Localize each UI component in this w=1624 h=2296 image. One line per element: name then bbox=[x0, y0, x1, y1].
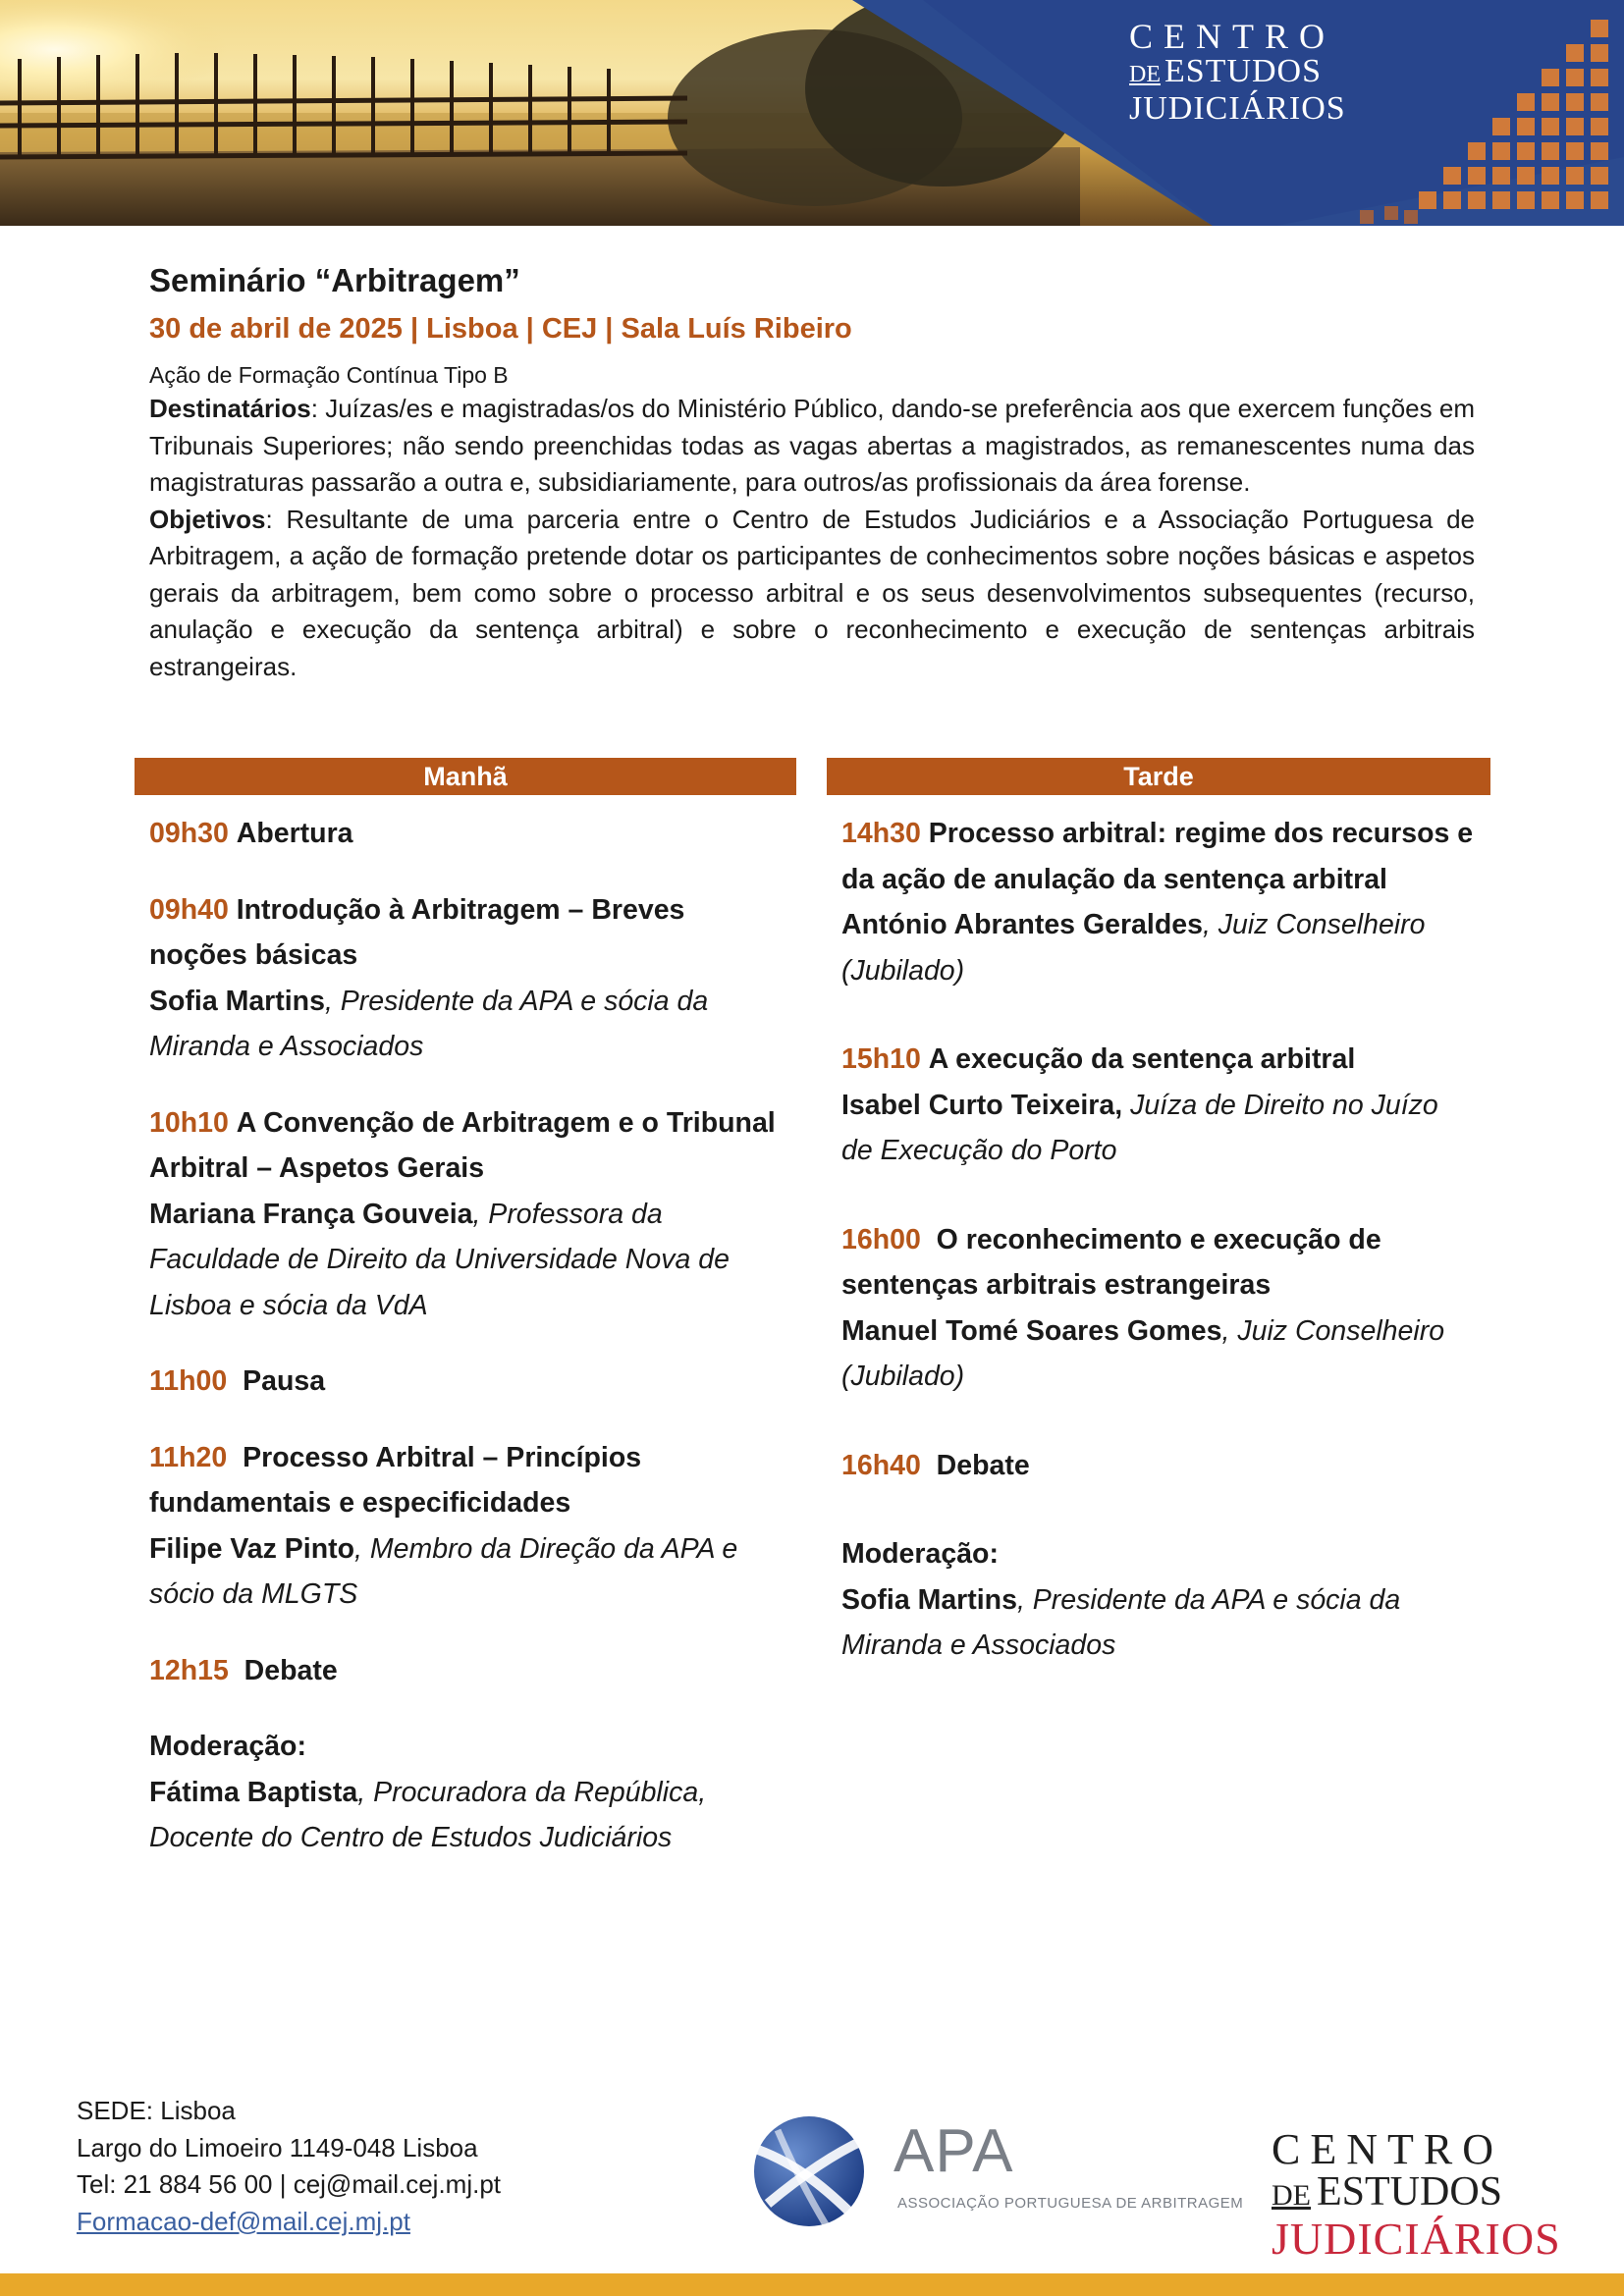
item-speaker: Sofia Martins bbox=[149, 985, 325, 1017]
footer-address: Largo do Limoeiro 1149-048 Lisboa bbox=[77, 2132, 478, 2163]
training-type: Ação de Formação Contínua Tipo B bbox=[149, 362, 509, 388]
footer-sede: SEDE: Lisboa bbox=[77, 2096, 236, 2125]
logo-de: DE bbox=[1272, 2179, 1311, 2212]
footer-phone-email: Tel: 21 884 56 00 | cej@mail.cej.mj.pt bbox=[77, 2169, 502, 2199]
moderation-item bbox=[841, 1531, 1476, 1669]
item-topic: Introdução à Arbitragem – Breves noções básicas bbox=[149, 893, 685, 971]
item-time: 12h15 bbox=[149, 1654, 229, 1686]
destinatarios-text: : Juízas/es e magistradas/os do Ministério Público, dando-se preferência aos que exercem funções em Tribunais Superiores; não sendo preenchidas todas as vagas abertas a magistrados, as remanescentes numa das magistraturas passarão a outra e, subsidiariamente, para outros/as profissionais da área forense. bbox=[149, 394, 1475, 497]
seminar-subtitle: 30 de abril de 2025 | Lisboa | CEJ | Sala Luís Ribeiro bbox=[149, 313, 852, 345]
objetivos-paragraph bbox=[149, 502, 1475, 686]
program-item bbox=[841, 811, 1476, 993]
morning-column bbox=[135, 758, 796, 1892]
footer-contact bbox=[77, 2093, 501, 2240]
logo-line-2 bbox=[1129, 55, 1345, 91]
seminar-title: Seminário “Arbitragem” bbox=[149, 262, 520, 298]
intro-section bbox=[149, 257, 1475, 685]
logo-estudos: ESTUDOS bbox=[1317, 2169, 1503, 2215]
item-speaker: Isabel Curto Teixeira, bbox=[841, 1089, 1123, 1121]
item-topic: Abertura bbox=[236, 818, 353, 849]
apa-name: APA bbox=[893, 2117, 1014, 2185]
apa-globe-icon bbox=[738, 2110, 886, 2228]
apa-full-name: ASSOCIAÇÃO PORTUGUESA DE ARBITRAGEM bbox=[897, 2195, 1244, 2212]
item-time: 16h00 bbox=[841, 1223, 921, 1255]
logo-line-1: CENTRO bbox=[1272, 2125, 1503, 2173]
item-role: , Juiz Conselheiro (Jubilado) bbox=[841, 1314, 1445, 1392]
program-item bbox=[149, 887, 782, 1070]
item-role: , Juiz Conselheiro (Jubilado) bbox=[841, 909, 1426, 987]
logo-estudos: ESTUDOS bbox=[1164, 53, 1323, 89]
item-time: 11h20 bbox=[149, 1441, 228, 1473]
item-speaker: Mariana França Gouveia bbox=[149, 1198, 473, 1230]
program-item bbox=[149, 1359, 782, 1405]
item-speaker: Manuel Tomé Soares Gomes bbox=[841, 1314, 1222, 1347]
item-topic: Processo Arbitral – Princípios fundamentais e especificidades bbox=[149, 1441, 642, 1519]
logo-line-3: JUDICIÁRIOS bbox=[1272, 2214, 1561, 2264]
item-time: 14h30 bbox=[841, 818, 921, 849]
logo-de: DE bbox=[1129, 62, 1161, 87]
objetivos-text: : Resultante de uma parceria entre o Centro de Estudos Judiciários e a Associação Portuguesa de Arbitragem, a ação de formação pretende dotar os participantes de conhecimentos sobre noções básicas e aspetos gerais da arbitragem, bem como sobre o processo arbitral e os seus desenvolvimentos subsequentes (recurso, anulação e execução da sentença arbitral) e sobre o reconhecimento e execução de sentenças arbitrais estrangeiras. bbox=[149, 504, 1475, 681]
item-topic: Debate bbox=[244, 1654, 338, 1686]
sunset-railing-photo bbox=[0, 0, 1624, 226]
item-role: , Membro da Direção da APA e sócio da MLGTS bbox=[149, 1532, 738, 1610]
item-role: , Presidente da APA e sócia da Miranda e Associados bbox=[149, 985, 709, 1062]
logo-line-2 bbox=[1272, 2171, 1566, 2216]
program-item bbox=[149, 1648, 782, 1694]
item-topic: A execução da sentença arbitral bbox=[928, 1043, 1356, 1075]
cej-logo-header bbox=[1129, 18, 1345, 127]
item-speaker: Filipe Vaz Pinto bbox=[149, 1532, 355, 1565]
program-item bbox=[841, 1217, 1476, 1400]
cej-logo-footer bbox=[1272, 2125, 1566, 2264]
program-item bbox=[841, 1037, 1476, 1174]
program-item bbox=[841, 1443, 1476, 1489]
footer-email-link[interactable]: Formacao-def@mail.cej.mj.pt bbox=[77, 2206, 410, 2236]
item-role: , Professora da Faculdade de Direito da Universidade Nova de Lisboa e sócia da VdA bbox=[149, 1198, 730, 1321]
destinatarios-paragraph bbox=[149, 391, 1475, 502]
footer-bar bbox=[0, 2273, 1624, 2296]
item-topic: Debate bbox=[936, 1449, 1030, 1481]
item-speaker: António Abrantes Geraldes bbox=[841, 909, 1203, 940]
moderator-role: , Presidente da APA e sócia da Miranda e Associados bbox=[841, 1583, 1401, 1661]
moderator-role: , Procuradora da República, Docente do Centro de Estudos Judiciários bbox=[149, 1776, 707, 1853]
moderator-name: Fátima Baptista bbox=[149, 1776, 358, 1808]
item-time: 10h10 bbox=[149, 1106, 229, 1139]
item-role: Juíza de Direito no Juízo de Execução do Porto bbox=[841, 1089, 1438, 1166]
header-banner bbox=[0, 0, 1624, 226]
moderator-name: Sofia Martins bbox=[841, 1583, 1017, 1616]
destinatarios-label: Destinatários bbox=[149, 394, 311, 423]
moderation-label: Moderação: bbox=[841, 1538, 999, 1570]
item-topic: Processo arbitral: regime dos recursos e da ação de anulação da sentença arbitral bbox=[841, 818, 1474, 895]
item-topic: Pausa bbox=[243, 1365, 326, 1397]
moderation-label: Moderação: bbox=[149, 1731, 306, 1762]
item-time: 09h40 bbox=[149, 893, 229, 926]
program-item bbox=[149, 1100, 782, 1329]
program-item bbox=[149, 811, 782, 857]
item-time: 16h40 bbox=[841, 1449, 921, 1481]
item-time: 15h10 bbox=[841, 1043, 921, 1075]
item-topic: A Convenção de Arbitragem e o Tribunal Arbitral – Aspetos Gerais bbox=[149, 1106, 776, 1184]
item-time: 09h30 bbox=[149, 818, 229, 849]
logo-line-3: JUDICIÁRIOS bbox=[1129, 90, 1346, 127]
program-item bbox=[149, 1435, 782, 1618]
item-time: 11h00 bbox=[149, 1365, 228, 1397]
morning-header: Manhã bbox=[135, 758, 796, 795]
objetivos-label: Objetivos bbox=[149, 504, 266, 534]
item-topic: O reconhecimento e execução de sentenças arbitrais estrangeiras bbox=[841, 1223, 1381, 1301]
apa-logo bbox=[738, 2110, 1269, 2228]
afternoon-column bbox=[827, 758, 1490, 1699]
logo-line-1: CENTRO bbox=[1129, 17, 1335, 56]
moderation-item bbox=[149, 1724, 782, 1861]
afternoon-header: Tarde bbox=[827, 758, 1490, 795]
